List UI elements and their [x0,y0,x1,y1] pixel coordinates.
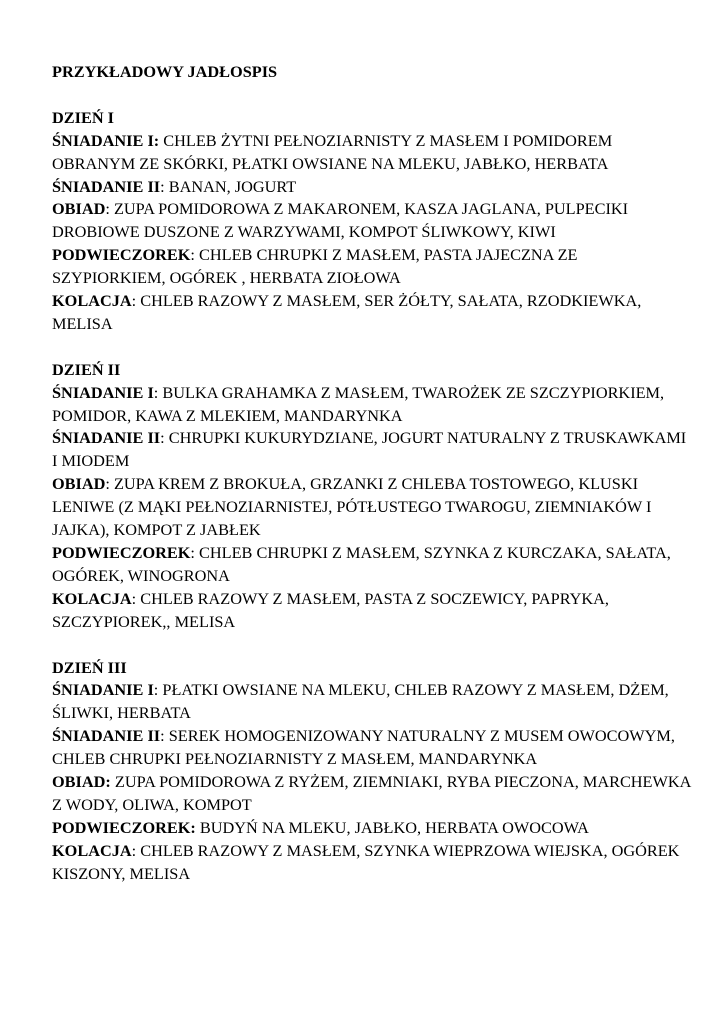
meal-breakfast-1 [52,679,692,725]
meal-breakfast-2 [52,427,692,473]
meal-text: : BULKA GRAHAMKA Z MASŁEM, TWAROŻEK ZE SZCZYPIORKIEM, POMIDOR, KAWA Z MLEKIEM, MANDARYNKA [52,382,665,425]
meal-dinner [52,588,692,634]
meal-label: PODWIECZOREK: [52,817,196,837]
day-title: DZIEŃ III [52,657,127,677]
meal-breakfast-1 [52,382,692,428]
meal-label: ŚNIADANIE I [52,680,154,700]
meal-afternoon-snack [52,542,692,588]
meal-text: CHLEB ŻYTNI PEŁNOZIARNISTY Z MASŁEM I POMIDOREM OBRANYM ZE SKÓRKI, PŁATKI OWSIANE NA MLEKU, JABŁKO, HERBATA [52,130,613,173]
meal-breakfast-2 [52,725,692,771]
meal-text: : CHLEB CHRUPKI Z MASŁEM, PASTA JAJECZNA ZE SZYPIORKIEM, OGÓREK , HERBATA ZIOŁOWA [52,245,578,288]
meal-breakfast-2 [52,176,692,199]
meal-afternoon-snack [52,244,692,290]
day-section-2 [52,359,692,634]
meal-text: : CHRUPKI KUKURYDZIANE, JOGURT NATURALNY Z TRUSKAWKAMI I MIODEM [52,428,687,471]
meal-label: OBIAD [52,474,106,494]
spacer [52,84,692,107]
meal-afternoon-snack [52,817,692,840]
meal-label: ŚNIADANIE II [52,176,161,196]
meal-text: : ZUPA POMIDOROWA Z MAKARONEM, KASZA JAGLANA, PULPECIKI DROBIOWE DUSZONE Z WARZYWAMI, KOMPOT ŚLIWKOWY, KIWI [52,199,629,242]
day-title: DZIEŃ I [52,107,114,127]
meal-label: KOLACJA [52,588,132,608]
meal-dinner [52,290,692,336]
meal-text: : PŁATKI OWSIANE NA MLEKU, CHLEB RAZOWY Z MASŁEM, DŻEM, ŚLIWKI, HERBATA [52,680,669,723]
meal-text: ZUPA POMIDOROWA Z RYŻEM, ZIEMNIAKI, RYBA PIECZONA, MARCHEWKA Z WODY, OLIWA, KOMPOT [52,772,691,814]
meal-label: KOLACJA [52,291,132,311]
meal-label: PODWIECZOREK [52,245,191,265]
document-page [52,61,692,886]
meal-label: OBIAD [52,199,106,219]
meal-text: : CHLEB RAZOWY Z MASŁEM, SER ŻÓŁTY, SAŁATA, RZODKIEWKA, MELISA [52,291,642,333]
meal-lunch [52,771,692,817]
day-section-3 [52,657,692,886]
meal-text: : CHLEB RAZOWY Z MASŁEM, SZYNKA WIEPRZOWA WIEJSKA, OGÓREK KISZONY, MELISA [52,840,680,883]
day-section-1 [52,107,692,336]
meal-label: PODWIECZOREK [52,542,191,562]
meal-text: : ZUPA KREM Z BROKUŁA, GRZANKI Z CHLEBA TOSTOWEGO, KLUSKI LENIWE (Z MĄKI PEŁNOZIARNISTEJ, PÓTŁUSTEGO TWAROGU, ZIEMNIAKÓW I JAJKA), KOMPOT Z JABŁEK [52,474,652,540]
meal-dinner [52,840,692,886]
meal-lunch [52,198,692,244]
meal-text: BUDYŃ NA MLEKU, JABŁKO, HERBATA OWOCOWA [195,817,589,837]
meal-label: OBIAD: [52,772,111,792]
meal-label: ŚNIADANIE II [52,726,161,746]
document-title: PRZYKŁADOWY JADŁOSPIS [52,62,278,81]
meal-label: ŚNIADANIE II [52,428,161,448]
meal-label: ŚNIADANIE I: [52,130,160,150]
meal-lunch [52,473,692,542]
meal-label: KOLACJA [52,840,132,860]
meal-text: : CHLEB CHRUPKI Z MASŁEM, SZYNKA Z KURCZAKA, SAŁATA, OGÓREK, WINOGRONA [52,542,671,585]
day-title: DZIEŃ II [52,359,121,379]
meal-text: : CHLEB RAZOWY Z MASŁEM, PASTA Z SOCZEWICY, PAPRYKA, SZCZYPIOREK,, MELISA [52,588,610,631]
meal-text: : SEREK HOMOGENIZOWANY NATURALNY Z MUSEM OWOCOWYM, CHLEB CHRUPKI PEŁNOZIARNISTY Z MASŁEM, MANDARYNKA [52,726,675,769]
meal-text: : BANAN, JOGURT [160,176,297,196]
meal-label: ŚNIADANIE I [52,382,154,402]
meal-breakfast-1 [52,130,692,176]
